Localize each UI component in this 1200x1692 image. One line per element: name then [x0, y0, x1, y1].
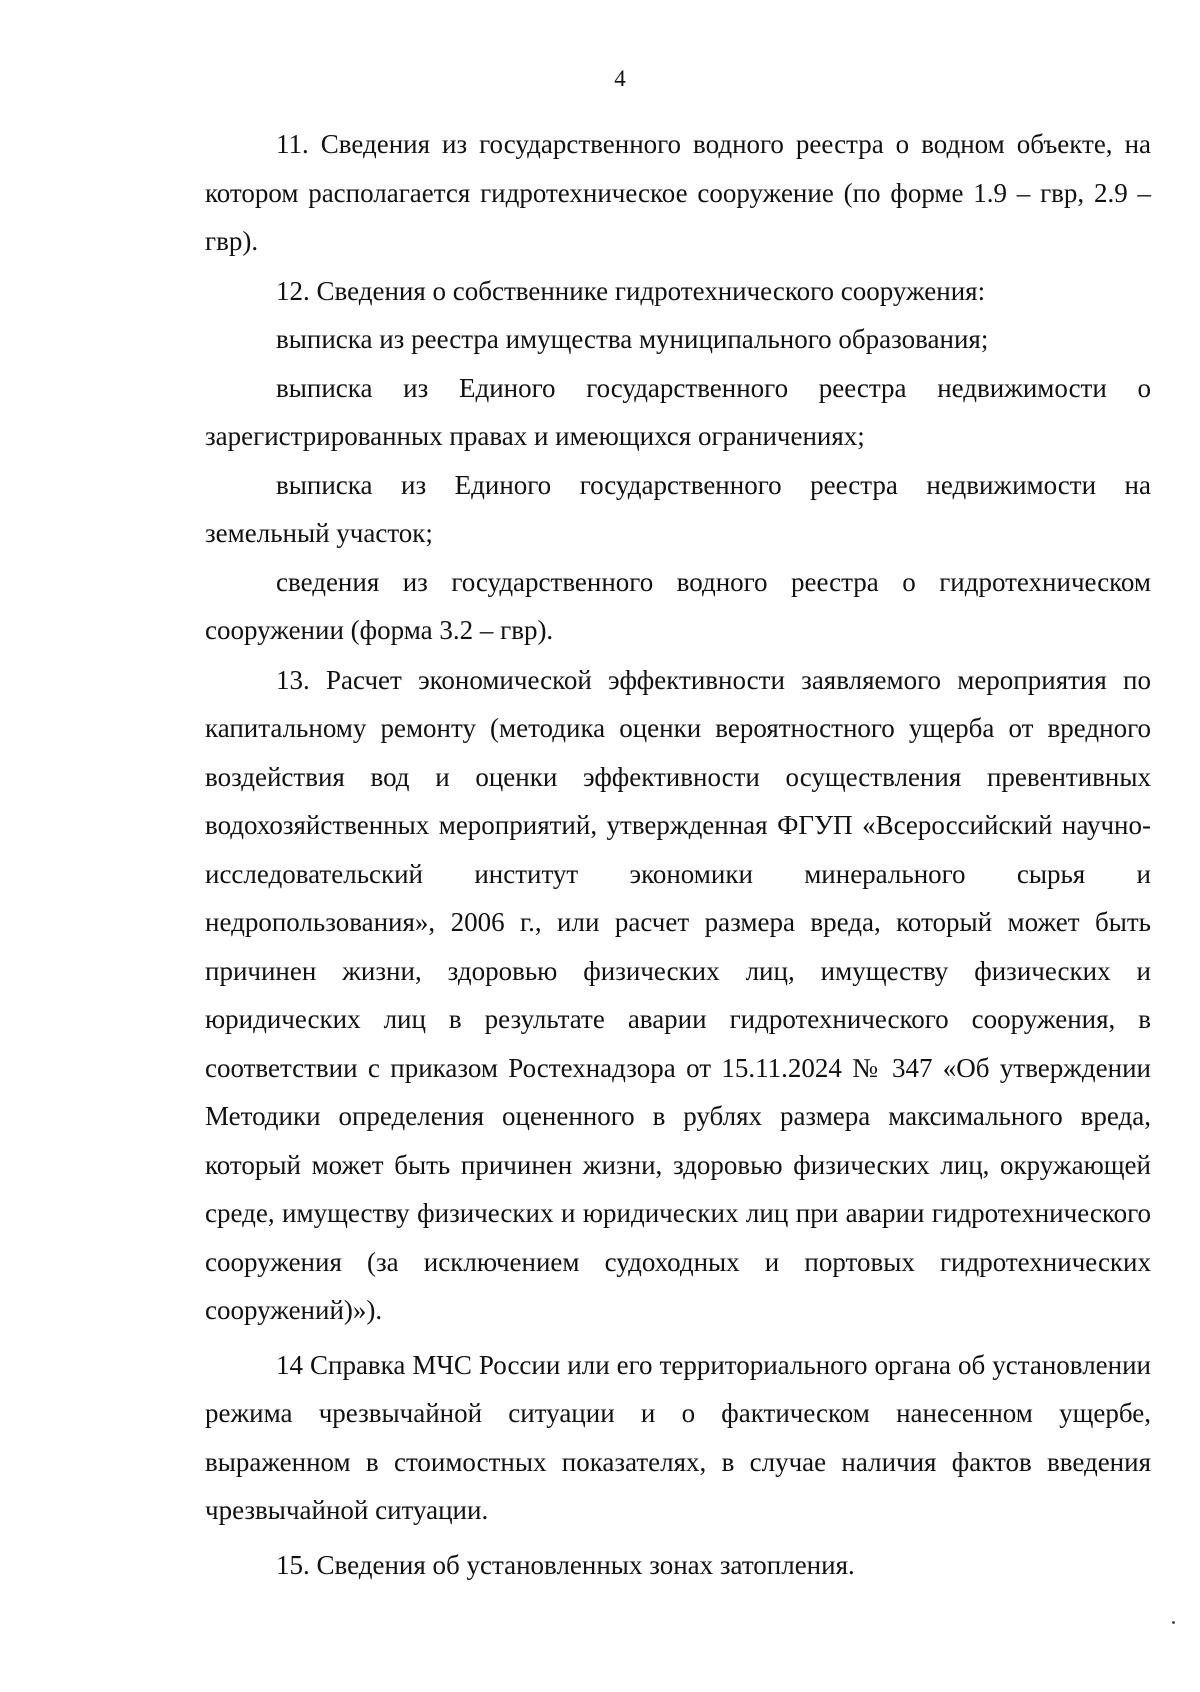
paragraph-item-12-municipal-extract: выписка из реестра имущества муниципального образования; [276, 324, 989, 354]
paragraph-item-13: 13. Расчет экономической эффективности заявляемого мероприятия по капитальному ремонту (методика оценки вероятностного ущерба от вредного воздействия вод и оценки эффективности осуществления превентивных водохозяйственных мероприятий, утвержденная ФГУП «Всероссийский научно-исследовательский институт экономики минерального сырья и недропользования», 2006 г., или расчет размера вреда, который может быть причинен жизни, здоровью физических лиц, имуществу физических и юридических лиц в результате аварии гидротехнического сооружения, в соответствии с приказом Ростехнадзора от 15.11.2024 № 347 «Об утверждении Методики определения оцененного в рублях размера максимального вреда, который может быть причинен жизни, здоровью физических лиц, окружающей среде, имуществу физических и юридических лиц при аварии гидротехнического сооружения (за исключением судоходных и портовых гидротехнических сооружений)»). [205, 664, 1151, 1325]
paragraph-item-14: 14 Справка МЧС России или его территориального органа об установлении режима чрезвычайной ситуации и о фактическом нанесенном ущербе, выраженном в стоимостных показателях, в случае наличия фактов введения чрезвычайной ситуации. [205, 1349, 1151, 1525]
paragraph-item-15: 15. Сведения об установленных зонах затопления. [276, 1549, 855, 1580]
paragraph-item-11: 11. Сведения из государственного водного реестра о водном объекте, на котором располагается гидротехническое сооружение (по форме 1.9 – гвр, 2.9 – гвр). [205, 129, 1151, 256]
document-body [205, 120, 1151, 1589]
scan-speck [1172, 1621, 1175, 1624]
page-number: 4 [614, 66, 626, 91]
paragraph-item-12-egrn-land-extract: выписка из Единого государственного реестра недвижимости на земельный участок; [205, 469, 1151, 548]
paragraph-item-12-water-registry: сведения из государственного водного реестра о гидротехническом сооружении (форма 3.2 – гвр). [205, 566, 1151, 645]
paragraph-item-12-egrn-rights-extract: выписка из Единого государственного реестра недвижимости о зарегистрированных правах и имеющихся ограничениях; [205, 372, 1151, 451]
paragraph-item-12: 12. Сведения о собственнике гидротехнического сооружения: [276, 275, 986, 306]
